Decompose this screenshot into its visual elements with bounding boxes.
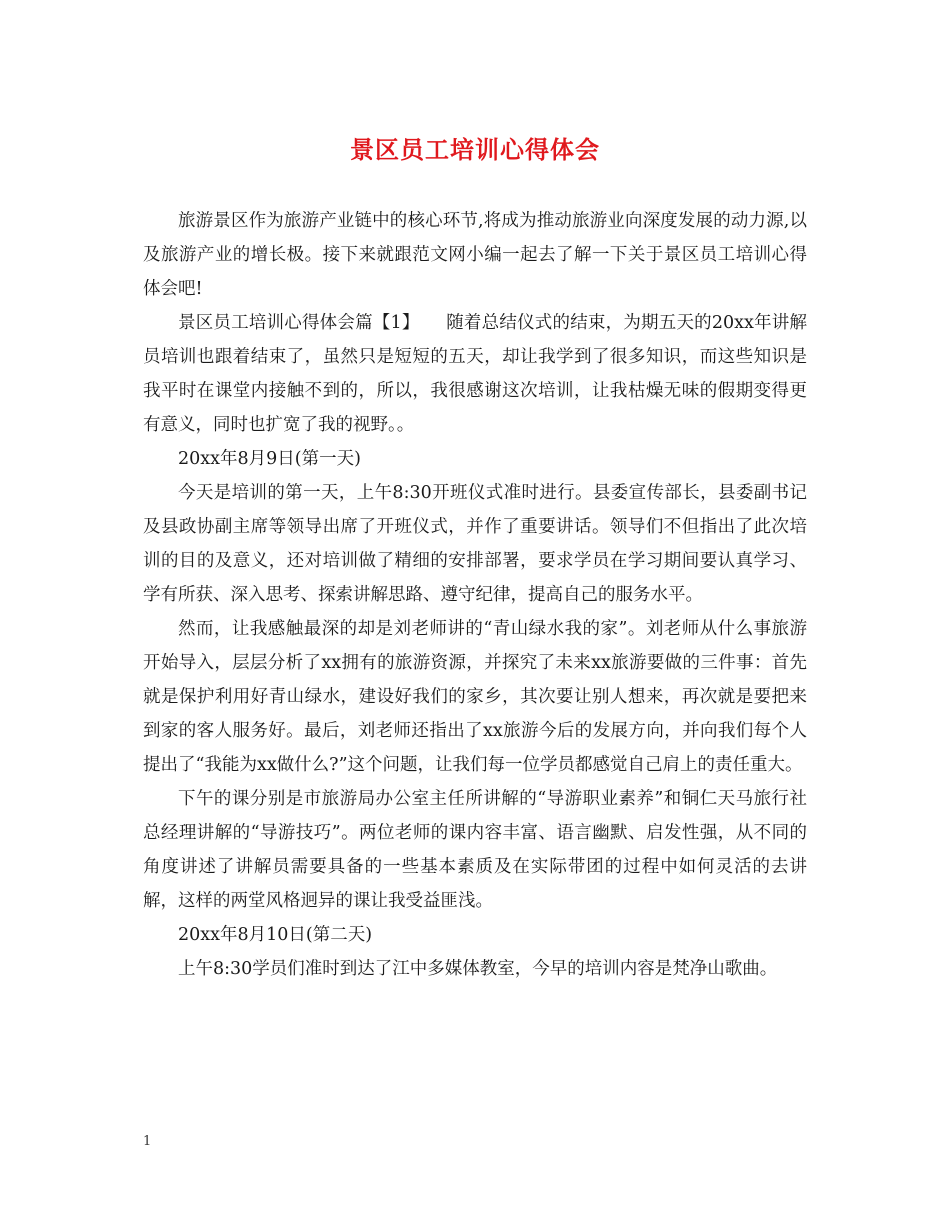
- paragraph-intro: 旅游景区作为旅游产业链中的核心环节,将成为推动旅游业向深度发展的动力源,以及旅游产业的增长极。接下来就跟范文网小编一起去了解一下关于景区员工培训心得体会吧!: [143, 211, 807, 299]
- page-number: 1: [143, 1134, 152, 1149]
- document-title: 景区员工培训心得体会: [350, 135, 600, 164]
- paragraph-day1-morning: 今天是培训的第一天，上午8:30开班仪式准时进行。县委宣传部长，县委副书记及县政协副主席等领导出席了开班仪式，并作了重要讲话。领导们不但指出了此次培训的目的及意义，还对培训做了精细的安排部署，要求学员在学习期间要认真学习、学有所获、深入思考、探索讲解思路、遵守纪律，提高自己的服务水平。: [143, 483, 807, 605]
- paragraph-date-day2: 20xx年8月10日(第二天): [178, 925, 373, 945]
- paragraph-day2-morning: 上午8:30学员们准时到达了江中多媒体教室，今早的培训内容是梵净山歌曲。: [178, 959, 778, 979]
- document-body: [143, 204, 807, 986]
- paragraph-date-day1: 20xx年8月9日(第一天): [178, 449, 361, 469]
- paragraph-day1-afternoon: 下午的课分别是市旅游局办公室主任所讲解的“导游职业素养”和铜仁天马旅行社总经理讲解的“导游技巧”。两位老师的课内容丰富、语言幽默、启发性强，从不同的角度讲述了讲解员需要具备的一些基本素质及在实际带团的过程中如何灵活的去讲解，这样的两堂风格迥异的课让我受益匪浅。: [143, 789, 807, 911]
- paragraph-day1-liu: 然而，让我感触最深的却是刘老师讲的“青山绿水我的家”。刘老师从什么事旅游开始导入，层层分析了xx拥有的旅游资源，并探究了未来xx旅游要做的三件事：首先就是保护利用好青山绿水，建设好我们的家乡，其次要让别人想来，再次就是要把来到家的客人服务好。最后，刘老师还指出了xx旅游今后的发展方向，并向我们每个人提出了“我能为xx做什么?”这个问题，让我们每一位学员都感觉自己肩上的责任重大。: [143, 619, 807, 775]
- paragraph-section-1: 景区员工培训心得体会篇【1】 随着总结仪式的结束，为期五天的20xx年讲解员培训也跟着结束了，虽然只是短短的五天，却让我学到了很多知识，而这些知识是我平时在课堂内接触不到的，所以，我很感谢这次培训，让我枯燥无味的假期变得更有意义，同时也扩宽了我的视野。。: [143, 313, 807, 435]
